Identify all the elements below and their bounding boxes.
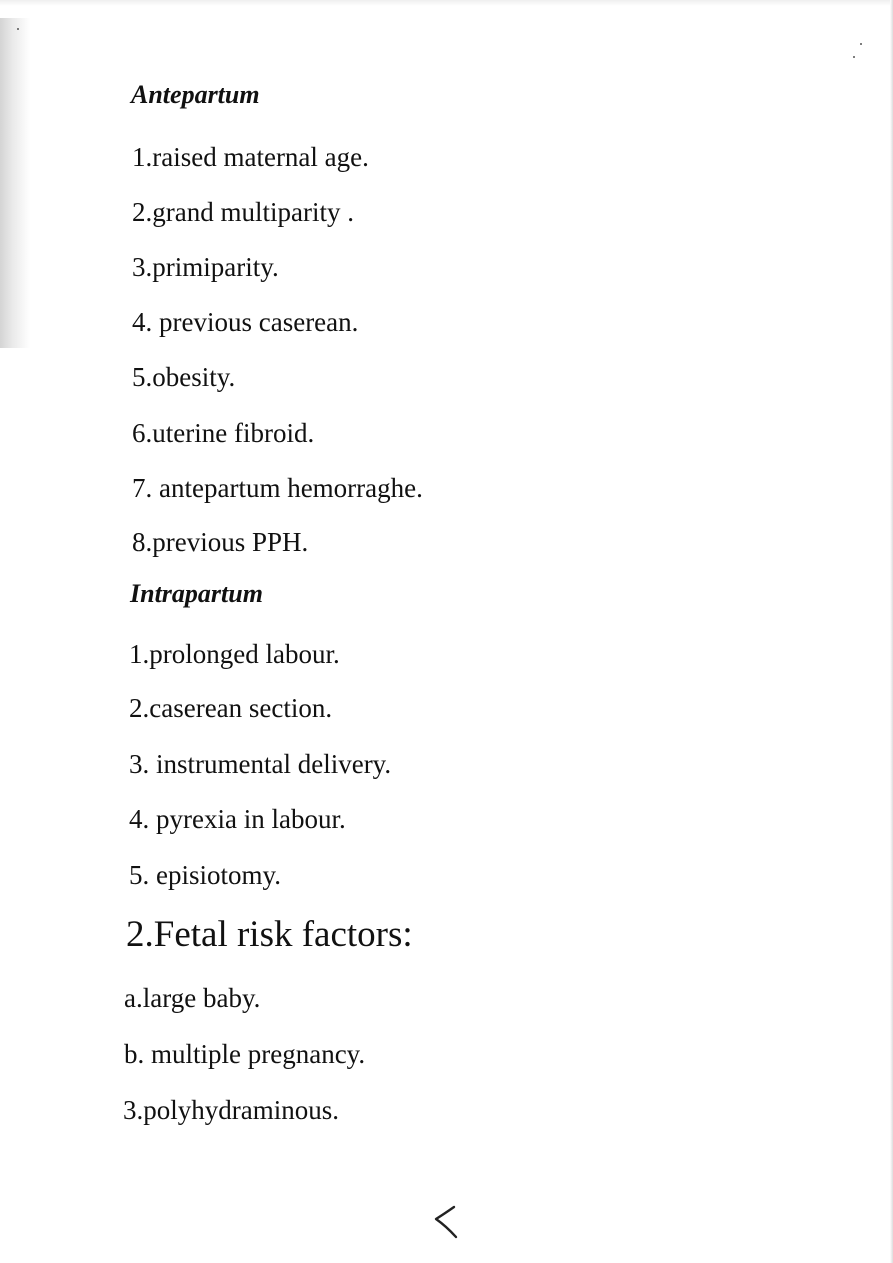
antepartum-item: 8.previous PPH. <box>132 527 309 557</box>
intrapartum-item: 4. pyrexia in labour. <box>129 804 346 834</box>
handwritten-mark-icon <box>432 1204 462 1240</box>
antepartum-item: 7. antepartum hemorraghe. <box>132 473 423 503</box>
intrapartum-item: 2.caserean section. <box>129 693 333 723</box>
intrapartum-item: 1.prolonged labour. <box>129 639 340 669</box>
fetal-risk-heading: 2.Fetal risk factors: <box>126 914 413 955</box>
scan-speck <box>853 56 855 58</box>
antepartum-item: 2.grand multiparity . <box>132 197 354 227</box>
antepartum-item: 6.uterine fibroid. <box>132 418 315 448</box>
scan-edge-left <box>0 18 30 348</box>
fetal-item: 3.polyhydraminous. <box>123 1095 339 1125</box>
antepartum-heading: Antepartum <box>131 80 260 109</box>
scan-edge-top <box>0 0 893 6</box>
fetal-item: b. multiple pregnancy. <box>124 1039 366 1069</box>
scan-speck <box>17 28 19 30</box>
antepartum-item: 5.obesity. <box>132 362 236 392</box>
intrapartum-item: 3. instrumental delivery. <box>129 749 392 779</box>
antepartum-item: 1.raised maternal age. <box>132 142 369 172</box>
scan-speck <box>860 43 862 45</box>
antepartum-item: 4. previous caserean. <box>132 307 359 337</box>
fetal-item: a.large baby. <box>124 983 261 1013</box>
intrapartum-heading: Intrapartum <box>130 579 263 608</box>
antepartum-item: 3.primiparity. <box>132 252 279 282</box>
intrapartum-item: 5. episiotomy. <box>129 860 281 890</box>
